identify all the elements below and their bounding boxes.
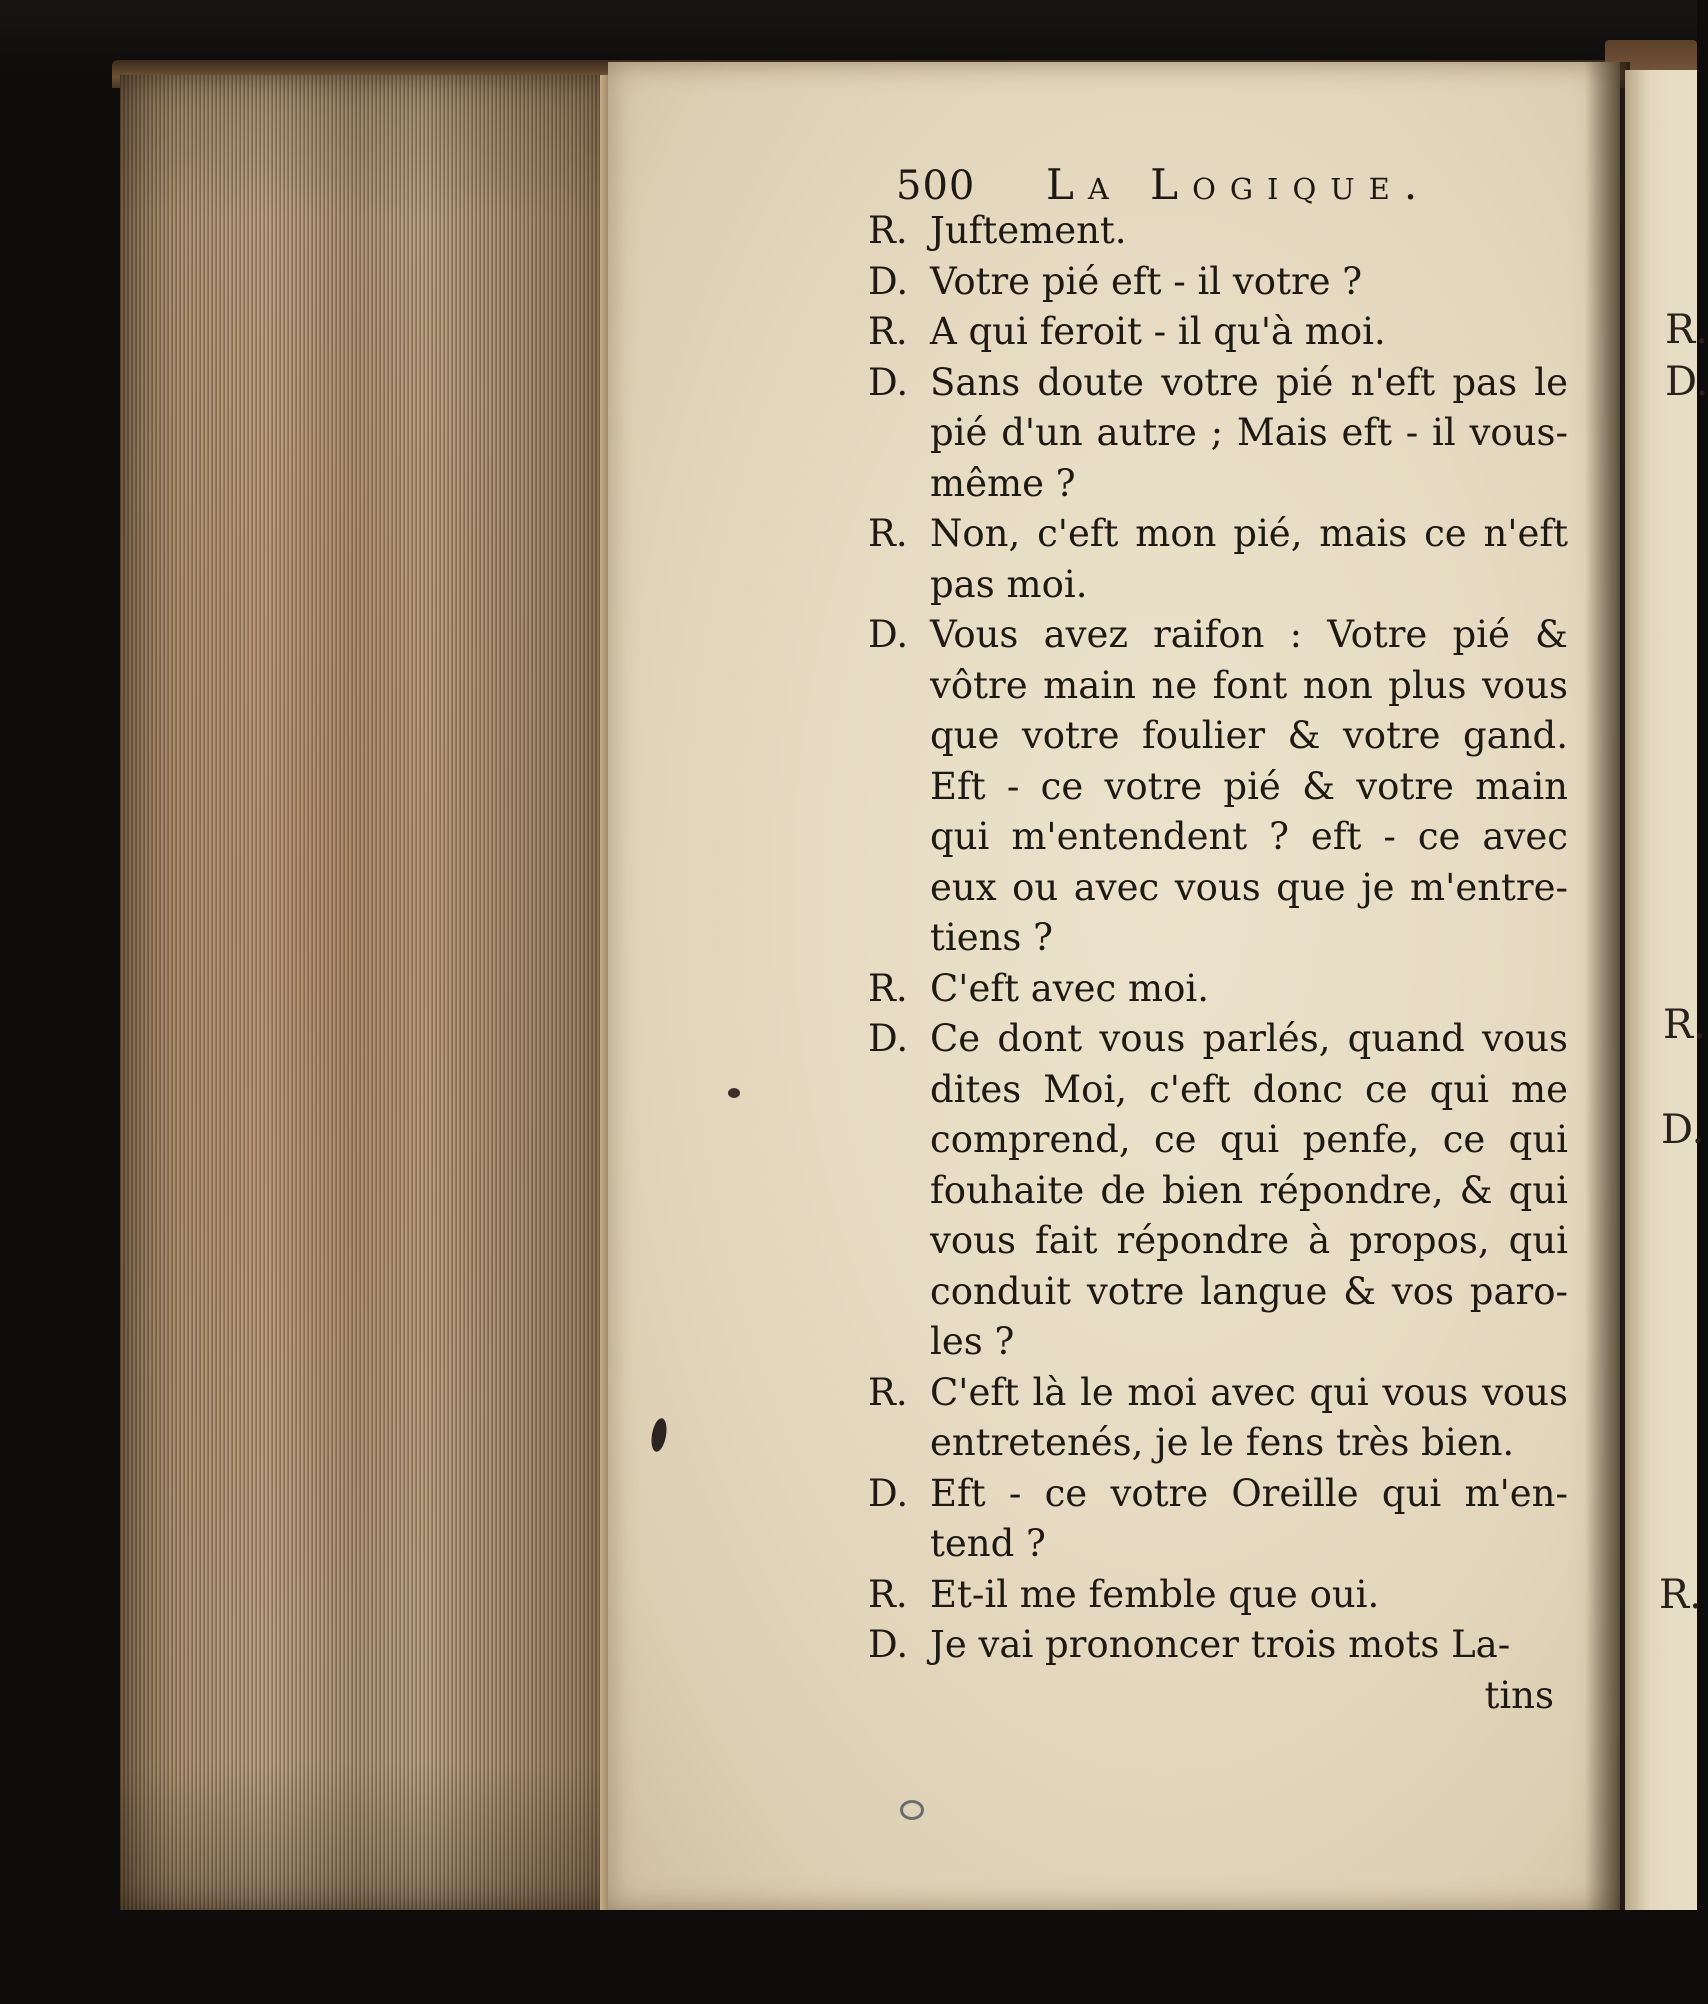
dialogue-entry xyxy=(868,1620,1568,1671)
text-line: dites Moi, c'eft donc ce qui me xyxy=(930,1067,1568,1111)
page-header xyxy=(896,160,1568,212)
text-line: Eft - ce votre pié & votre main xyxy=(930,764,1568,808)
entry-text xyxy=(930,257,1568,308)
dialogue-entry xyxy=(868,358,1568,510)
speaker-label: R. xyxy=(868,1370,908,1414)
catchword: tins xyxy=(1484,1673,1554,1717)
text-line: Eft - ce votre Oreille qui m'en- xyxy=(930,1471,1568,1515)
text-line: fouhaite de bien répondre, & qui xyxy=(930,1168,1568,1212)
facing-page xyxy=(1625,70,1708,1910)
text-line: Vous avez raifon : Votre pié & xyxy=(930,613,1568,656)
text-line: Juftement. xyxy=(930,209,1127,252)
text-line: eux ou avec vous que je m'entre- xyxy=(930,865,1568,909)
dialogue-entry xyxy=(868,509,1568,610)
entry-text xyxy=(930,358,1568,510)
entry-text xyxy=(930,307,1568,358)
speaker-label: D. xyxy=(868,1623,909,1666)
text-line: comprend, ce qui penfe, ce qui xyxy=(930,1118,1568,1161)
paper-mark xyxy=(900,1800,924,1820)
dialogue-entry xyxy=(868,1570,1568,1621)
entry-text xyxy=(930,964,1568,1015)
speaker-label: D. xyxy=(868,360,909,404)
page-text xyxy=(868,160,1568,1721)
text-line: conduit votre langue & vos paro- xyxy=(930,1269,1568,1313)
running-title: La Logique. xyxy=(1046,160,1432,209)
speaker-label: R. xyxy=(868,1572,908,1616)
text-line: pas moi. xyxy=(930,562,1088,606)
dialogue xyxy=(868,206,1568,1671)
entry-text xyxy=(930,1620,1568,1671)
text-line: tiens ? xyxy=(930,916,1054,959)
text-line: même ? xyxy=(930,461,1076,505)
book-gutter xyxy=(1585,62,1630,1910)
dialogue-entry xyxy=(868,964,1568,1015)
text-line: qui m'entendent ? eft - ce avec xyxy=(930,815,1568,858)
text-line: vous fait répondre à propos, qui xyxy=(930,1219,1568,1262)
dialogue-entry xyxy=(868,1014,1568,1368)
text-line: tend ? xyxy=(930,1522,1046,1565)
ink-spot xyxy=(728,1088,740,1098)
speaker-label: R. xyxy=(868,209,908,252)
facing-page-letter: R. xyxy=(1659,1572,1702,1618)
entry-text xyxy=(930,1368,1568,1469)
speaker-label: R. xyxy=(868,310,908,353)
speaker-label: D. xyxy=(868,1017,909,1060)
speaker-label: D. xyxy=(868,1471,909,1515)
speaker-label: D. xyxy=(868,613,909,656)
text-line: A qui feroit - il qu'à moi. xyxy=(930,310,1386,353)
text-line: entretenés, je le fens très bien. xyxy=(930,1421,1515,1464)
entry-text xyxy=(930,610,1568,964)
facing-page-letter: D. xyxy=(1661,1107,1705,1153)
dialogue-entry xyxy=(868,1469,1568,1570)
entry-text xyxy=(930,1469,1568,1570)
speaker-label: D. xyxy=(868,259,909,303)
entry-text xyxy=(930,206,1568,257)
page-fore-edge-shading xyxy=(120,75,610,1910)
facing-page-letter: D. xyxy=(1665,359,1708,405)
facing-page-letter: R. xyxy=(1665,307,1708,353)
text-line: pié d'un autre ; Mais eft - il vous- xyxy=(930,411,1568,454)
entry-text xyxy=(930,1570,1568,1621)
text-line: Non, c'eft mon pié, mais ce n'eft xyxy=(930,512,1568,555)
speaker-label: R. xyxy=(868,512,908,555)
text-line: que votre foulier & votre gand. xyxy=(930,714,1568,757)
dialogue-entry xyxy=(868,610,1568,964)
text-line: C'eft avec moi. xyxy=(930,966,1209,1010)
text-line: Votre pié eft - il votre ? xyxy=(930,259,1363,303)
speaker-label: R. xyxy=(868,966,908,1010)
entry-text xyxy=(930,1014,1568,1368)
text-line: Je vai prononcer trois mots La- xyxy=(930,1623,1511,1666)
text-line: Et-il me femble que oui. xyxy=(930,1572,1380,1616)
page-number: 500 xyxy=(896,163,976,209)
text-line: Ce dont vous parlés, quand vous xyxy=(930,1017,1568,1060)
facing-page-letter: R. xyxy=(1663,1002,1706,1048)
text-line: Sans doute votre pié n'eft pas le xyxy=(930,360,1568,404)
text-line: vôtre main ne font non plus vous xyxy=(930,663,1568,707)
entry-text xyxy=(930,509,1568,610)
text-line: les ? xyxy=(930,1320,1015,1363)
dialogue-entry xyxy=(868,307,1568,358)
dialogue-entry xyxy=(868,257,1568,308)
dialogue-entry xyxy=(868,1368,1568,1469)
text-line: C'eft là le moi avec qui vous vous xyxy=(930,1370,1568,1414)
dialogue-entry xyxy=(868,206,1568,257)
